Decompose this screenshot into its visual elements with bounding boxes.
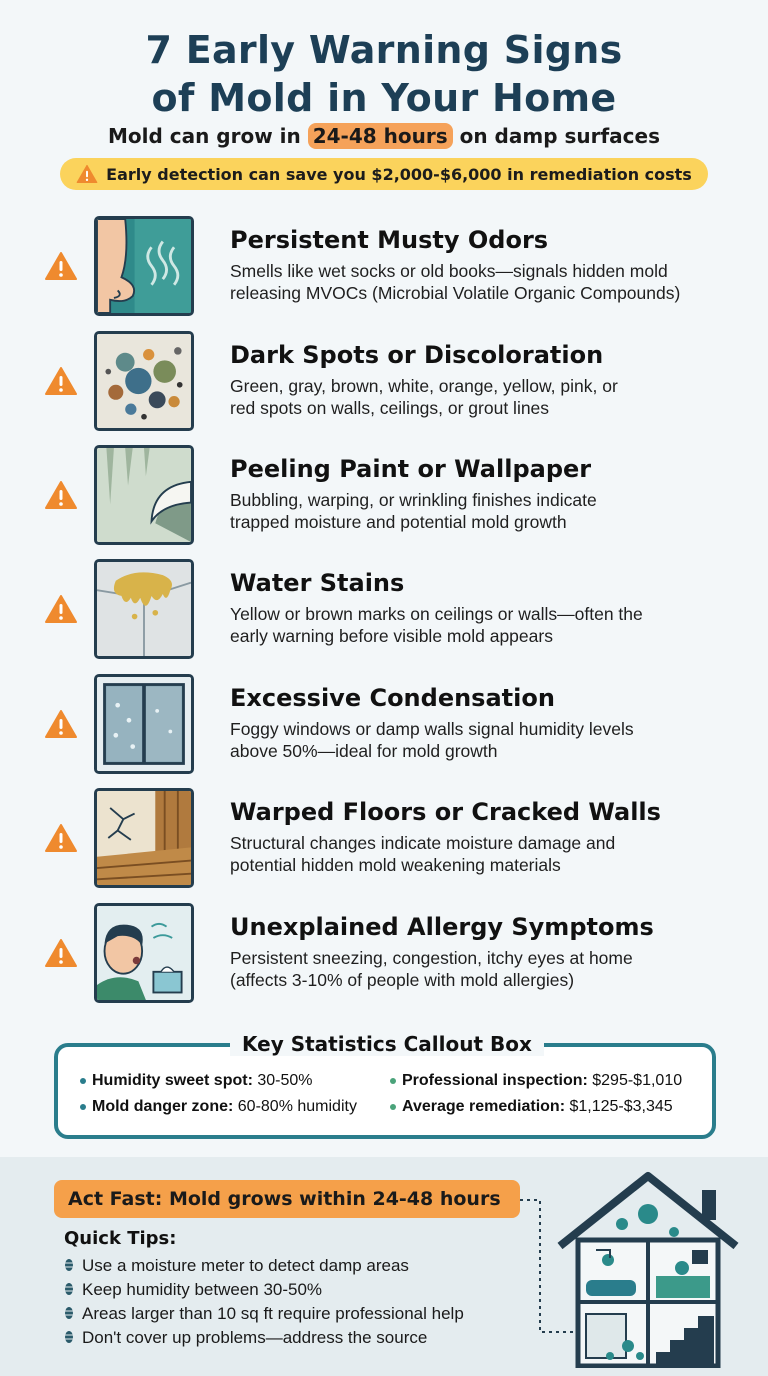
- stats-callout-box: [54, 1043, 716, 1139]
- sign-description-line: Smells like wet socks or old books—signals hidden mold: [230, 261, 668, 281]
- peeling-wallpaper-icon: [94, 445, 194, 545]
- warning-sign-item: [0, 672, 768, 776]
- sign-description-line: Bubbling, warping, or wrinkling finishes indicate: [230, 490, 597, 510]
- bullet-dot-icon: [80, 1078, 86, 1084]
- sign-description-line: Yellow or brown marks on ceilings or walls—often the: [230, 604, 643, 624]
- sign-description: [230, 718, 750, 762]
- warning-sign-item: [0, 786, 768, 890]
- act-fast-banner: Act Fast: Mold grows within 24-48 hours: [54, 1180, 520, 1218]
- sign-description-line: Green, gray, brown, white, orange, yellow, pink, or: [230, 376, 618, 396]
- spore-bullet-icon: [64, 1258, 74, 1272]
- stats-title: Key Statistics Callout Box: [230, 1032, 544, 1056]
- warning-sign-item: [0, 443, 768, 547]
- sign-title: Warped Floors or Cracked Walls: [230, 798, 661, 826]
- tip-item: [64, 1256, 409, 1276]
- quick-tips-title: Quick Tips:: [64, 1228, 177, 1249]
- tip-text: Areas larger than 10 sq ft require professional help: [82, 1304, 464, 1323]
- sign-description-line: trapped moisture and potential mold growth: [230, 512, 567, 532]
- spore-bullet-icon: [64, 1306, 74, 1320]
- sign-description: [230, 603, 750, 647]
- bullet-dot-icon: [390, 1078, 396, 1084]
- bullet-dot-icon: [390, 1104, 396, 1110]
- warning-icon: [44, 594, 78, 624]
- sign-description: [230, 832, 750, 876]
- stat-label: Professional inspection:: [402, 1072, 588, 1089]
- sneezing-person-icon: [94, 903, 194, 1003]
- stat-value: $295-$1,010: [587, 1072, 683, 1089]
- sign-description-line: Foggy windows or damp walls signal humidity levels: [230, 719, 634, 739]
- sign-description-line: (affects 3-10% of people with mold allergies): [230, 970, 575, 990]
- subtitle-pre: Mold can grow in: [107, 124, 308, 148]
- sign-description-line: red spots on walls, ceilings, or grout lines: [230, 398, 550, 418]
- subtitle-highlight: 24-48 hours: [308, 123, 453, 149]
- warning-sign-item: [0, 214, 768, 318]
- sign-title: Dark Spots or Discoloration: [230, 341, 604, 369]
- sign-description-line: Structural changes indicate moisture damage and: [230, 833, 616, 853]
- sign-title: Unexplained Allergy Symptoms: [230, 913, 654, 941]
- warning-sign-item: [0, 329, 768, 433]
- page-title: [0, 26, 768, 122]
- sign-title: Water Stains: [230, 569, 405, 597]
- warning-icon: [44, 480, 78, 510]
- subtitle: [0, 124, 768, 148]
- tip-text: Don't cover up problems—address the source: [82, 1328, 428, 1347]
- sign-description-line: above 50%—ideal for mold growth: [230, 741, 498, 761]
- warning-icon: [44, 709, 78, 739]
- sign-title: Excessive Condensation: [230, 684, 555, 712]
- tip-item: [64, 1280, 322, 1300]
- savings-banner: [60, 158, 708, 190]
- title-line-1: 7 Early Warning Signs: [145, 28, 623, 72]
- sign-description-line: Persistent sneezing, congestion, itchy eyes at home: [230, 948, 633, 968]
- sign-description: [230, 947, 750, 991]
- bullet-dot-icon: [80, 1104, 86, 1110]
- sign-description: [230, 260, 750, 304]
- stat-value: 60-80% humidity: [233, 1098, 357, 1115]
- tip-item: [64, 1328, 427, 1348]
- water-stain-icon: [94, 559, 194, 659]
- tip-text: Use a moisture meter to detect damp areas: [82, 1256, 409, 1275]
- sign-description-line: early warning before visible mold appears: [230, 626, 553, 646]
- mold-spots-icon: [94, 331, 194, 431]
- warning-sign-item: [0, 901, 768, 1005]
- sign-title: Peeling Paint or Wallpaper: [230, 455, 592, 483]
- foggy-window-icon: [94, 674, 194, 774]
- warning-icon: [44, 823, 78, 853]
- stat-label: Mold danger zone:: [92, 1098, 234, 1115]
- warning-sign-item: [0, 557, 768, 661]
- stat-label: Humidity sweet spot:: [92, 1072, 253, 1089]
- warning-icon: [76, 164, 98, 184]
- sign-description-line: potential hidden mold weakening materials: [230, 855, 561, 875]
- spore-bullet-icon: [64, 1330, 74, 1344]
- stat-label: Average remediation:: [402, 1098, 566, 1115]
- spore-bullet-icon: [64, 1282, 74, 1296]
- sign-description: [230, 489, 750, 533]
- warning-icon: [44, 366, 78, 396]
- sign-title: Persistent Musty Odors: [230, 226, 549, 254]
- tip-text: Keep humidity between 30-50%: [82, 1280, 323, 1299]
- tip-item: [64, 1304, 464, 1324]
- house-mold-illustration-icon: [552, 1168, 744, 1368]
- subtitle-post: on damp surfaces: [452, 124, 661, 148]
- stat-item: [390, 1098, 673, 1116]
- stat-item: [390, 1072, 682, 1090]
- nose-icon: [94, 216, 194, 316]
- stat-item: [80, 1072, 313, 1090]
- cracked-wall-icon: [94, 788, 194, 888]
- sign-description: [230, 375, 750, 419]
- stat-value: $1,125-$3,345: [565, 1098, 673, 1115]
- title-line-2: of Mold in Your Home: [151, 76, 617, 120]
- warning-icon: [44, 251, 78, 281]
- warning-icon: [44, 938, 78, 968]
- stat-value: 30-50%: [252, 1072, 313, 1089]
- stat-item: [80, 1098, 357, 1116]
- sign-description-line: releasing MVOCs (Microbial Volatile Organic Compounds): [230, 283, 681, 303]
- savings-text: Early detection can save you $2,000-$6,000 in remediation costs: [106, 164, 692, 184]
